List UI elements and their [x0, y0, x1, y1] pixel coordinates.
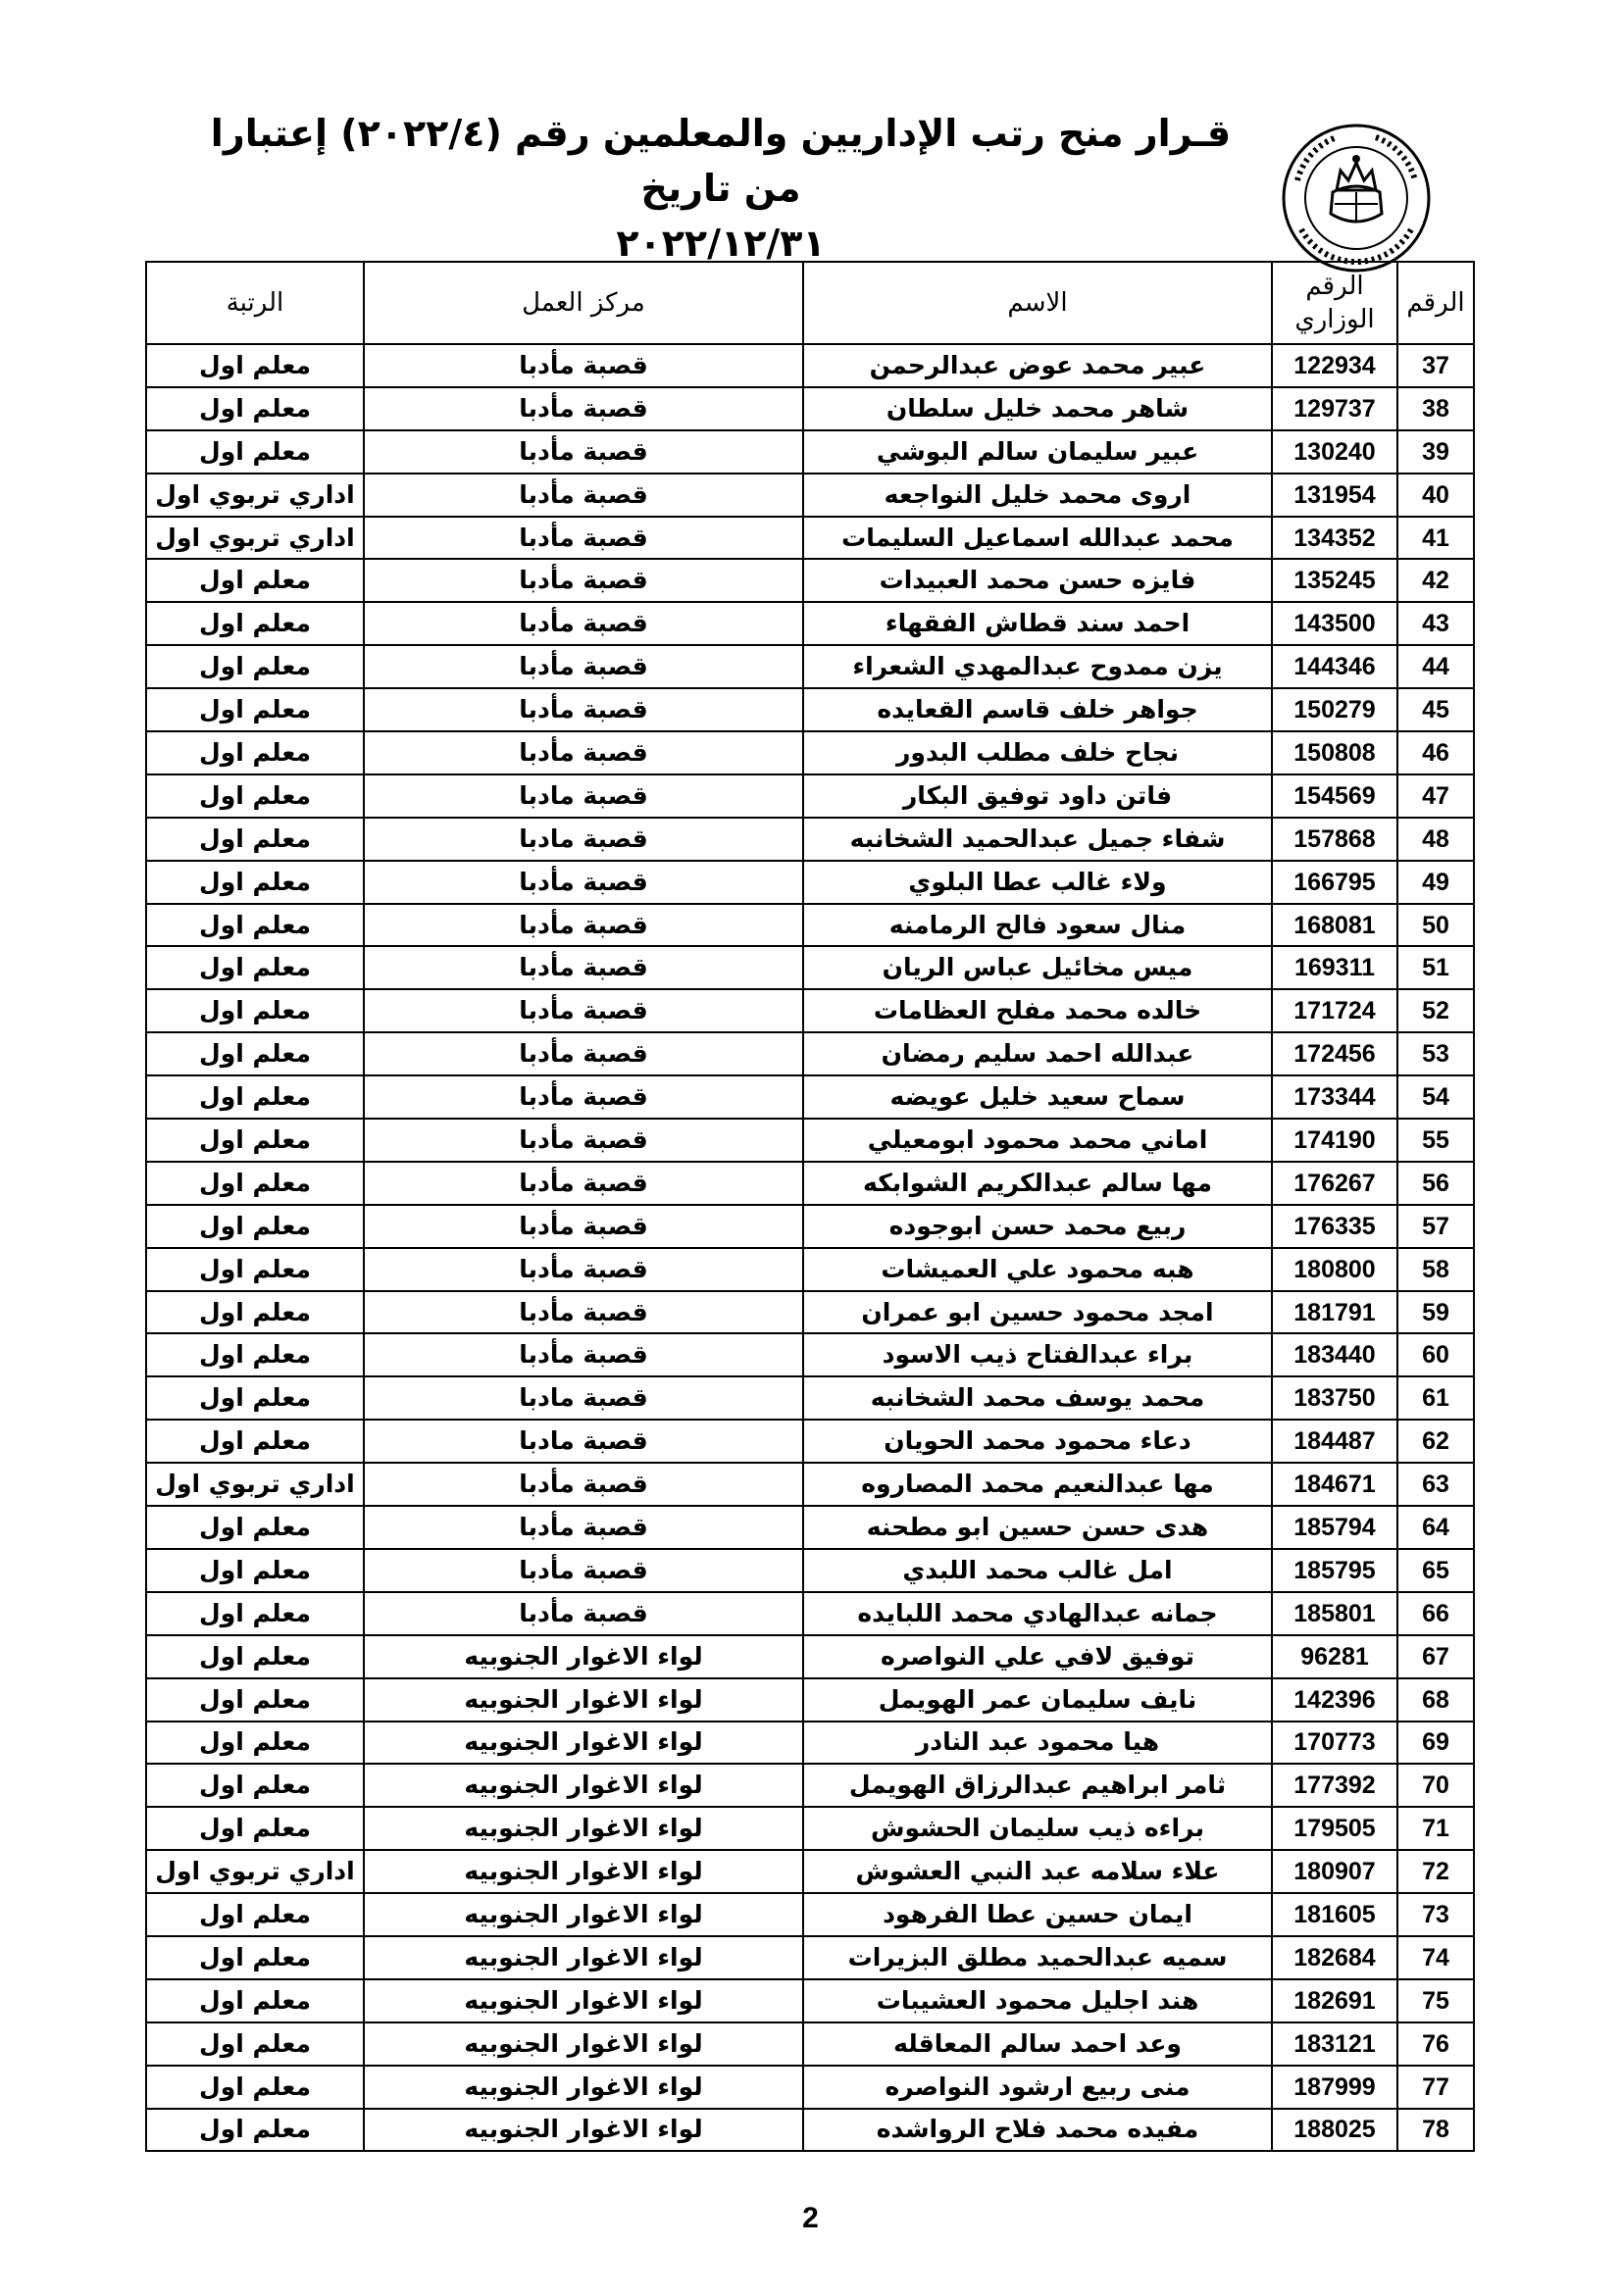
table-row: [146, 1592, 1474, 1635]
work-center: لواء الاغوار الجنوبيه: [364, 1722, 803, 1765]
work-center: قصبة مأدبا: [364, 602, 803, 645]
table-row: [146, 904, 1474, 947]
row-number: 69: [1397, 1722, 1474, 1765]
table-row: [146, 2022, 1474, 2066]
ministry-number: 187999: [1272, 2066, 1397, 2109]
employee-name: اماني محمد محمود ابومعيلي: [803, 1119, 1272, 1162]
row-number: 67: [1397, 1635, 1474, 1678]
employee-name: امل غالب محمد اللبدي: [803, 1549, 1272, 1592]
rank: معلم اول: [146, 2022, 364, 2066]
rank: اداري تربوي اول: [146, 474, 364, 517]
employee-name: امجد محمود حسين ابو عمران: [803, 1291, 1272, 1334]
employee-name: ايمان حسين عطا الفرهود: [803, 1893, 1272, 1936]
ministry-number: 182691: [1272, 1979, 1397, 2022]
row-number: 74: [1397, 1936, 1474, 1979]
ministry-number: 174190: [1272, 1119, 1397, 1162]
employee-name: نايف سليمان عمر الهويمل: [803, 1678, 1272, 1722]
employee-name: فايزه حسن محمد العبيدات: [803, 559, 1272, 602]
work-center: قصبة مأدبا: [364, 688, 803, 731]
ministry-number: 134352: [1272, 517, 1397, 560]
row-number: 56: [1397, 1162, 1474, 1205]
rank: اداري تربوي اول: [146, 1463, 364, 1506]
ministry-number: 177392: [1272, 1764, 1397, 1807]
table-row: [146, 688, 1474, 731]
rank: معلم اول: [146, 989, 364, 1032]
row-number: 53: [1397, 1032, 1474, 1075]
employee-name: علاء سلامه عبد النبي العشوش: [803, 1850, 1272, 1893]
table-row: [146, 474, 1474, 517]
rank: معلم اول: [146, 731, 364, 774]
row-number: 42: [1397, 559, 1474, 602]
rank: معلم اول: [146, 1075, 364, 1119]
rank: اداري تربوي اول: [146, 1850, 364, 1893]
row-number: 49: [1397, 861, 1474, 904]
ministry-number: 157868: [1272, 818, 1397, 861]
rank: معلم اول: [146, 1506, 364, 1549]
rank: معلم اول: [146, 1032, 364, 1075]
row-number: 58: [1397, 1248, 1474, 1291]
work-center: قصبة مأدبا: [364, 1506, 803, 1549]
table-row: [146, 1722, 1474, 1765]
work-center: لواء الاغوار الجنوبيه: [364, 2022, 803, 2066]
ministry-number: 188025: [1272, 2109, 1397, 2152]
table-row: [146, 946, 1474, 989]
employee-name: براءه ذيب سليمان الحشوش: [803, 1807, 1272, 1850]
row-number: 50: [1397, 904, 1474, 947]
header-name: الاسم: [803, 262, 1272, 344]
work-center: لواء الاغوار الجنوبيه: [364, 1979, 803, 2022]
ministry-number: 179505: [1272, 1807, 1397, 1850]
work-center: لواء الاغوار الجنوبيه: [364, 1893, 803, 1936]
table-row: [146, 818, 1474, 861]
ministry-number: 181791: [1272, 1291, 1397, 1334]
employee-name: ثامر ابراهيم عبدالرزاق الهويمل: [803, 1764, 1272, 1807]
ministry-seal-icon: [1278, 120, 1435, 276]
work-center: قصبة مأدبا: [364, 1592, 803, 1635]
employee-name: منى ربيع ارشود النواصره: [803, 2066, 1272, 2109]
table-row: [146, 1032, 1474, 1075]
ministry-number: 183440: [1272, 1333, 1397, 1376]
employee-name: عبير سليمان سالم البوشي: [803, 430, 1272, 474]
rank: معلم اول: [146, 344, 364, 387]
employee-name: شفاء جميل عبدالحميد الشخانبه: [803, 818, 1272, 861]
employee-name: جمانه عبدالهادي محمد اللبايده: [803, 1592, 1272, 1635]
row-number: 45: [1397, 688, 1474, 731]
work-center: قصبة مأدبا: [364, 1549, 803, 1592]
work-center: قصبة مأدبا: [364, 861, 803, 904]
table-row: [146, 1248, 1474, 1291]
row-number: 57: [1397, 1205, 1474, 1248]
employee-name: محمد عبدالله اسماعيل السليمات: [803, 517, 1272, 560]
table-row: [146, 517, 1474, 560]
employee-name: عبير محمد عوض عبدالرحمن: [803, 344, 1272, 387]
rank: معلم اول: [146, 559, 364, 602]
work-center: قصبة مأدبا: [364, 344, 803, 387]
employee-name: هند اجليل محمود العشيبات: [803, 1979, 1272, 2022]
table-row: [146, 1162, 1474, 1205]
table-row: [146, 774, 1474, 818]
rank: معلم اول: [146, 1420, 364, 1463]
ministry-number: 176335: [1272, 1205, 1397, 1248]
row-number: 43: [1397, 602, 1474, 645]
table-row: [146, 1420, 1474, 1463]
work-center: لواء الاغوار الجنوبيه: [364, 2109, 803, 2152]
work-center: قصبة مأدبا: [364, 645, 803, 688]
row-number: 40: [1397, 474, 1474, 517]
ministry-number: 176267: [1272, 1162, 1397, 1205]
table-row: [146, 645, 1474, 688]
employee-name: نجاح خلف مطلب البدور: [803, 731, 1272, 774]
table-row: [146, 989, 1474, 1032]
work-center: قصبة مأدبا: [364, 904, 803, 947]
employee-name: يزن ممدوح عبدالمهدي الشعراء: [803, 645, 1272, 688]
row-number: 38: [1397, 387, 1474, 430]
rank: معلم اول: [146, 1722, 364, 1765]
row-number: 71: [1397, 1807, 1474, 1850]
work-center: لواء الاغوار الجنوبيه: [364, 1678, 803, 1722]
employee-name: فاتن داود توفيق البكار: [803, 774, 1272, 818]
table-header-row: [146, 262, 1474, 344]
row-number: 60: [1397, 1333, 1474, 1376]
ministry-number: 143500: [1272, 602, 1397, 645]
ministry-number: 122934: [1272, 344, 1397, 387]
work-center: قصبة مادبا: [364, 1376, 803, 1420]
employee-name: ربيع محمد حسن ابوجوده: [803, 1205, 1272, 1248]
ministry-number: 130240: [1272, 430, 1397, 474]
row-number: 51: [1397, 946, 1474, 989]
table-row: [146, 559, 1474, 602]
row-number: 75: [1397, 1979, 1474, 2022]
title-date: ٢٠٢٢/١٢/٣١: [616, 222, 826, 265]
employee-name: مها عبدالنعيم محمد المصاروه: [803, 1463, 1272, 1506]
row-number: 61: [1397, 1376, 1474, 1420]
ministry-number: 166795: [1272, 861, 1397, 904]
table-row: [146, 1119, 1474, 1162]
ministry-number: 185801: [1272, 1592, 1397, 1635]
employee-name: سماح سعيد خليل عويضه: [803, 1075, 1272, 1119]
work-center: قصبة مادبا: [364, 1420, 803, 1463]
work-center: لواء الاغوار الجنوبيه: [364, 1807, 803, 1850]
table-row: [146, 1635, 1474, 1678]
ministry-number: 150279: [1272, 688, 1397, 731]
row-number: 54: [1397, 1075, 1474, 1119]
row-number: 65: [1397, 1549, 1474, 1592]
work-center: قصبة مأدبا: [364, 1119, 803, 1162]
work-center: قصبة مأدبا: [364, 1333, 803, 1376]
ministry-number: 135245: [1272, 559, 1397, 602]
table-row: [146, 1979, 1474, 2022]
table-row: [146, 1893, 1474, 1936]
work-center: قصبة مأدبا: [364, 731, 803, 774]
rank: معلم اول: [146, 430, 364, 474]
employee-name: هبه محمود علي العميشات: [803, 1248, 1272, 1291]
work-center: لواء الاغوار الجنوبيه: [364, 1936, 803, 1979]
rank: معلم اول: [146, 1549, 364, 1592]
employee-name: مها سالم عبدالكريم الشوابكه: [803, 1162, 1272, 1205]
rank: معلم اول: [146, 1162, 364, 1205]
work-center: قصبة مأدبا: [364, 387, 803, 430]
table-row: [146, 387, 1474, 430]
table-row: [146, 1936, 1474, 1979]
rank: معلم اول: [146, 602, 364, 645]
header-no: الرقم: [1397, 262, 1474, 344]
ministry-number: 172456: [1272, 1032, 1397, 1075]
row-number: 47: [1397, 774, 1474, 818]
employee-name: محمد يوسف محمد الشخانبه: [803, 1376, 1272, 1420]
ministry-number: 185795: [1272, 1549, 1397, 1592]
employee-name: منال سعود فالح الرمامنه: [803, 904, 1272, 947]
work-center: قصبة مأدبا: [364, 1205, 803, 1248]
work-center: لواء الاغوار الجنوبيه: [364, 1635, 803, 1678]
table-row: [146, 1205, 1474, 1248]
ministry-number: 154569: [1272, 774, 1397, 818]
ministry-number: 185794: [1272, 1506, 1397, 1549]
work-center: قصبة مأدبا: [364, 1162, 803, 1205]
table-row: [146, 2066, 1474, 2109]
work-center: لواء الاغوار الجنوبيه: [364, 1764, 803, 1807]
rank: معلم اول: [146, 1807, 364, 1850]
employee-name: براء عبدالفتاح ذيب الاسود: [803, 1333, 1272, 1376]
table-row: [146, 1678, 1474, 1722]
rank: معلم اول: [146, 1376, 364, 1420]
work-center: لواء الاغوار الجنوبيه: [364, 2066, 803, 2109]
employee-name: عبدالله احمد سليم رمضان: [803, 1032, 1272, 1075]
table-row: [146, 1463, 1474, 1506]
table-row: [146, 430, 1474, 474]
row-number: 77: [1397, 2066, 1474, 2109]
work-center: قصبة مأدبا: [364, 559, 803, 602]
row-number: 46: [1397, 731, 1474, 774]
ministry-number: 150808: [1272, 731, 1397, 774]
employee-name: ميس مخائيل عباس الريان: [803, 946, 1272, 989]
row-number: 48: [1397, 818, 1474, 861]
rank: معلم اول: [146, 688, 364, 731]
row-number: 66: [1397, 1592, 1474, 1635]
rank: معلم اول: [146, 904, 364, 947]
ministry-number: 171724: [1272, 989, 1397, 1032]
ministry-number: 182684: [1272, 1936, 1397, 1979]
rank: معلم اول: [146, 1248, 364, 1291]
rank: معلم اول: [146, 861, 364, 904]
employee-name: سميه عبدالحميد مطلق البزيرات: [803, 1936, 1272, 1979]
row-number: 55: [1397, 1119, 1474, 1162]
rank: معلم اول: [146, 774, 364, 818]
work-center: قصبة مأدبا: [364, 517, 803, 560]
rank: معلم اول: [146, 1893, 364, 1936]
work-center: قصبة مأدبا: [364, 1291, 803, 1334]
row-number: 78: [1397, 2109, 1474, 2152]
row-number: 62: [1397, 1420, 1474, 1463]
work-center: قصبة مأدبا: [364, 1463, 803, 1506]
employee-name: ولاء غالب عطا البلوي: [803, 861, 1272, 904]
header-work-center: مركز العمل: [364, 262, 803, 344]
employee-name: هدى حسن حسين ابو مطحنه: [803, 1506, 1272, 1549]
rank: معلم اول: [146, 1764, 364, 1807]
header-ministry-no: الرقم الوزاري: [1272, 262, 1397, 344]
employee-name: دعاء محمود محمد الحويان: [803, 1420, 1272, 1463]
work-center: قصبة مادبا: [364, 818, 803, 861]
rank: معلم اول: [146, 1635, 364, 1678]
ministry-number: 144346: [1272, 645, 1397, 688]
table-row: [146, 1850, 1474, 1893]
table-row: [146, 861, 1474, 904]
ministry-number: 181605: [1272, 1893, 1397, 1936]
table-body: [146, 344, 1474, 2151]
employee-name: هيا محمود عبد النادر: [803, 1722, 1272, 1765]
row-number: 70: [1397, 1764, 1474, 1807]
table-row: [146, 1807, 1474, 1850]
work-center: قصبة مأدبا: [364, 989, 803, 1032]
row-number: 73: [1397, 1893, 1474, 1936]
work-center: قصبة مأدبا: [364, 430, 803, 474]
table-row: [146, 1376, 1474, 1420]
row-number: 41: [1397, 517, 1474, 560]
ministry-number: 168081: [1272, 904, 1397, 947]
table-row: [146, 602, 1474, 645]
ministry-number: 183121: [1272, 2022, 1397, 2066]
row-number: 72: [1397, 1850, 1474, 1893]
ministry-number: 129737: [1272, 387, 1397, 430]
row-number: 44: [1397, 645, 1474, 688]
header-rank: الرتبة: [146, 262, 364, 344]
table-row: [146, 344, 1474, 387]
table-row: [146, 1506, 1474, 1549]
rank: معلم اول: [146, 818, 364, 861]
ministry-number: 131954: [1272, 474, 1397, 517]
row-number: 68: [1397, 1678, 1474, 1722]
title-line-1: قـرار منح رتب الإداريين والمعلمين رقم (٢٠٢٢/٤) إعتبارا من تاريخ: [210, 112, 1232, 210]
row-number: 59: [1397, 1291, 1474, 1334]
row-number: 64: [1397, 1506, 1474, 1549]
table-row: [146, 731, 1474, 774]
employee-name: احمد سند قطاش الفقهاء: [803, 602, 1272, 645]
rank: معلم اول: [146, 1119, 364, 1162]
work-center: قصبة مأدبا: [364, 1032, 803, 1075]
table-row: [146, 2109, 1474, 2152]
page-number: 2: [802, 2202, 819, 2234]
work-center: قصبة مأدبا: [364, 1075, 803, 1119]
ministry-number: 184671: [1272, 1463, 1397, 1506]
table-row: [146, 1075, 1474, 1119]
rank: معلم اول: [146, 1205, 364, 1248]
employee-name: اروى محمد خليل النواجعه: [803, 474, 1272, 517]
work-center: لواء الاغوار الجنوبيه: [364, 1850, 803, 1893]
promotions-table: [145, 261, 1475, 2152]
rank: معلم اول: [146, 1936, 364, 1979]
work-center: قصبة مأدبا: [364, 474, 803, 517]
employee-name: توفيق لافي علي النواصره: [803, 1635, 1272, 1678]
rank: معلم اول: [146, 1291, 364, 1334]
table-row: [146, 1291, 1474, 1334]
table-row: [146, 1764, 1474, 1807]
employee-name: خالده محمد مفلح العظامات: [803, 989, 1272, 1032]
rank: اداري تربوي اول: [146, 517, 364, 560]
employee-name: جواهر خلف قاسم القعايده: [803, 688, 1272, 731]
work-center: قصبة مأدبا: [364, 1248, 803, 1291]
ministry-number: 180800: [1272, 1248, 1397, 1291]
ministry-number: 170773: [1272, 1722, 1397, 1765]
row-number: 37: [1397, 344, 1474, 387]
ministry-number: 183750: [1272, 1376, 1397, 1420]
row-number: 63: [1397, 1463, 1474, 1506]
rank: معلم اول: [146, 1333, 364, 1376]
table-row: [146, 1549, 1474, 1592]
rank: معلم اول: [146, 645, 364, 688]
ministry-number: 184487: [1272, 1420, 1397, 1463]
row-number: 52: [1397, 989, 1474, 1032]
rank: معلم اول: [146, 387, 364, 430]
rank: معلم اول: [146, 946, 364, 989]
table-row: [146, 1333, 1474, 1376]
rank: معلم اول: [146, 1592, 364, 1635]
ministry-number: 180907: [1272, 1850, 1397, 1893]
row-number: 39: [1397, 430, 1474, 474]
employee-name: شاهر محمد خليل سلطان: [803, 387, 1272, 430]
employee-name: مفيده محمد فلاح الرواشده: [803, 2109, 1272, 2152]
rank: معلم اول: [146, 2066, 364, 2109]
ministry-number: 96281: [1272, 1635, 1397, 1678]
row-number: 76: [1397, 2022, 1474, 2066]
rank: معلم اول: [146, 1678, 364, 1722]
work-center: قصبة مادبا: [364, 774, 803, 818]
employee-name: وعد احمد سالم المعاقله: [803, 2022, 1272, 2066]
ministry-number: 173344: [1272, 1075, 1397, 1119]
decision-title: [177, 106, 1265, 271]
ministry-number: 142396: [1272, 1678, 1397, 1722]
rank: معلم اول: [146, 1979, 364, 2022]
rank: معلم اول: [146, 2109, 364, 2152]
ministry-number: 169311: [1272, 946, 1397, 989]
work-center: قصبة مأدبا: [364, 946, 803, 989]
